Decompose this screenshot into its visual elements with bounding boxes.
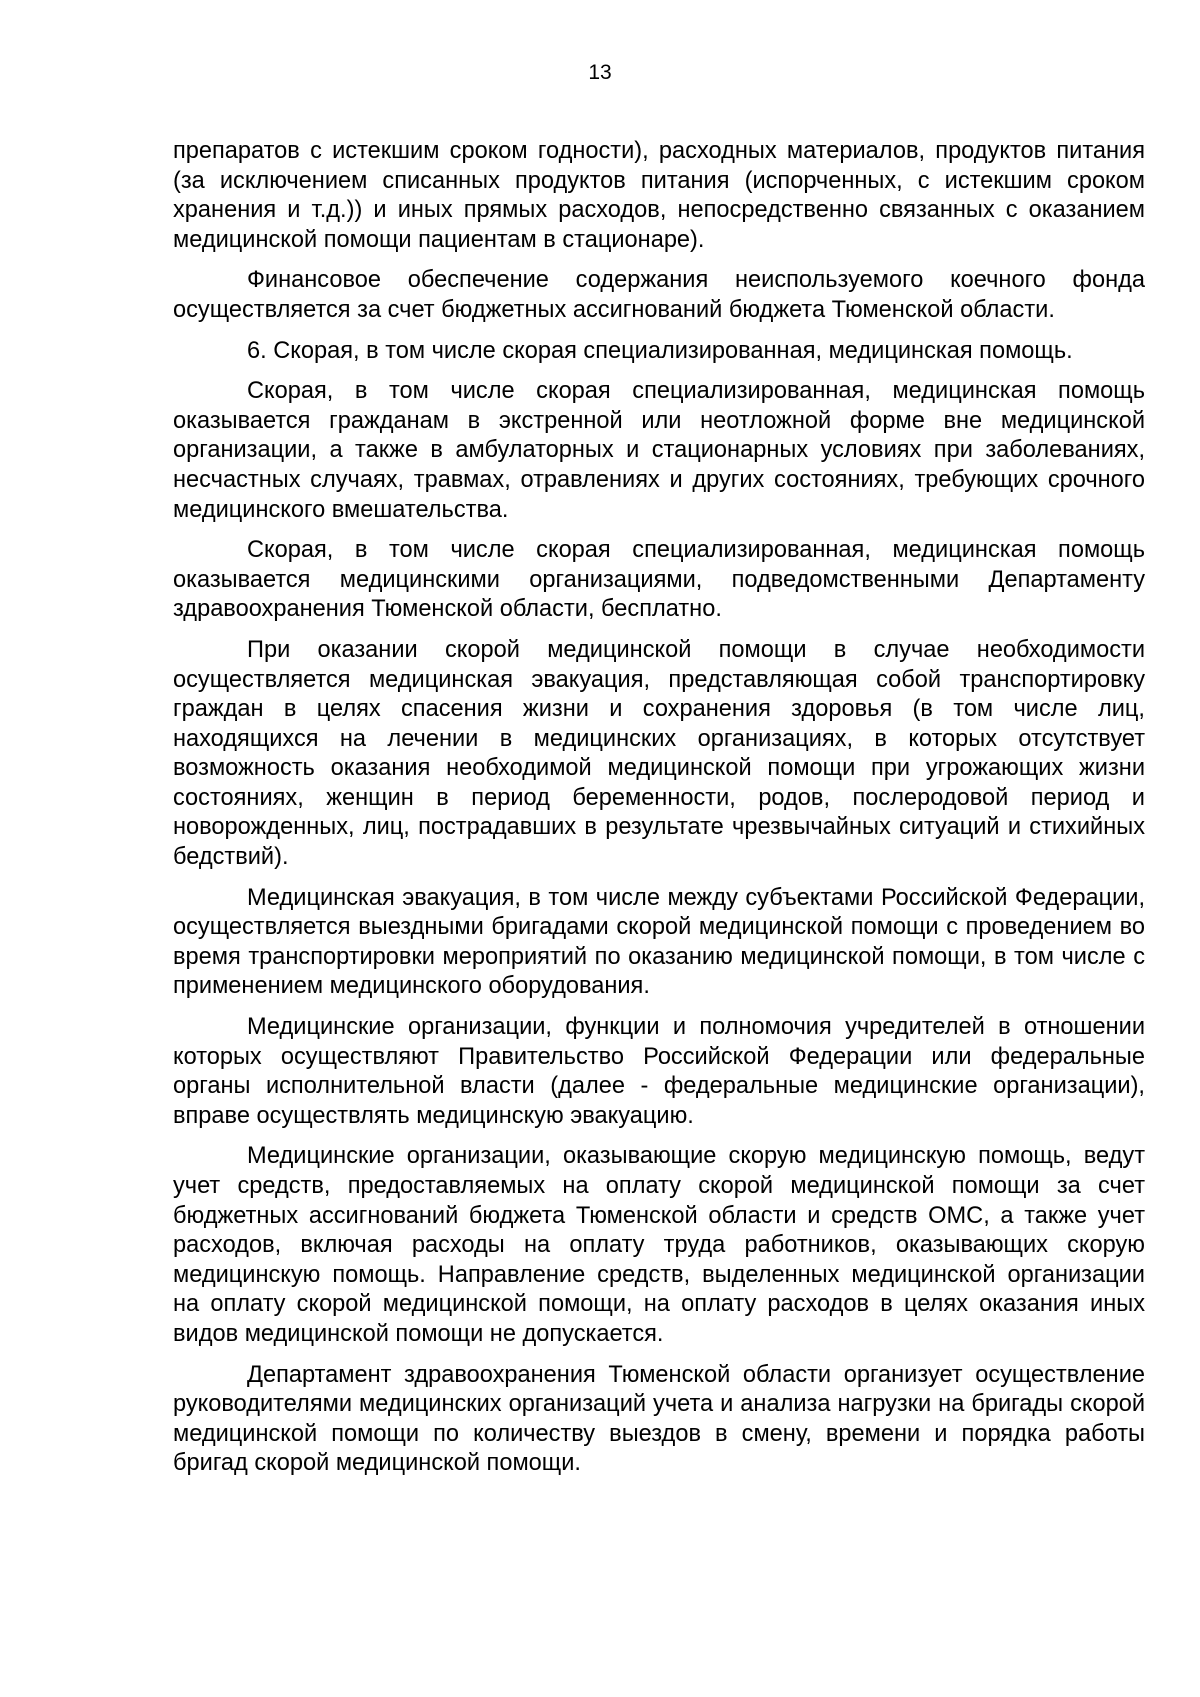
paragraph-6: При оказании скорой медицинской помощи в случае необходимости осуществляется медицинская эвакуация, представляющая собой транспортировку граждан в целях спасения жизни и сохранения здоровья (в том числе лиц, находящихся на лечении в медицинских организациях, в которых отсутствует возможность оказания необходимой медицинской помощи при угрожающих жизни состояниях, женщин в период беременности, родов, послеродовой период и новорожденных, лиц, пострадавших в результате чрезвычайных ситуаций и стихийных бедствий).: [173, 636, 1145, 871]
page-number: 13: [588, 61, 612, 84]
paragraph-1: препаратов с истекшим сроком годности), расходных материалов, продуктов питания (за исключением списанных продуктов питания (испорченных, с истекшим сроком хранения и т.д.)) и иных прямых расходов, непосредственно связанных с оказанием медицинской помощи пациентам в стационаре).: [173, 138, 1145, 253]
paragraph-8: Медицинские организации, функции и полномочия учредителей в отношении которых осуществляют Правительство Российской Федерации или федеральные органы исполнительной власти (далее - федеральные медицинские организации), вправе осуществлять медицинскую эвакуацию.: [173, 1014, 1145, 1129]
paragraph-2: Финансовое обеспечение содержания неиспользуемого коечного фонда осуществляется за счет бюджетных ассигнований бюджета Тюменской области.: [173, 267, 1145, 323]
paragraph-7: Медицинская эвакуация, в том числе между субъектами Российской Федерации, осуществляется выездными бригадами скорой медицинской помощи с проведением во время транспортировки мероприятий по оказанию медицинской помощи, в том числе с применением медицинского оборудования.: [173, 884, 1145, 1000]
paragraph-4: Скорая, в том числе скорая специализированная, медицинская помощь оказывается гражданам в экстренной или неотложной форме вне медицинской организации, а также в амбулаторных и стационарных условиях при заболеваниях, несчастных случаях, травмах, отравлениях и других состояниях, требующих срочного медицинского вмешательства.: [173, 378, 1145, 523]
section-heading-6: 6. Скорая, в том числе скорая специализированная, медицинская помощь.: [247, 337, 1073, 364]
paragraph-9: Медицинские организации, оказывающие скорую медицинскую помощь, ведут учет средств, предоставляемых на оплату скорой медицинской помощи за счет бюджетных ассигнований бюджета Тюменской области и средств ОМС, а также учет расходов, включая расходы на оплату труда работников, оказывающих скорую медицинскую помощь. Направление средств, выделенных медицинской организации на оплату скорой медицинской помощи, на оплату расходов в целях оказания иных видов медицинской помощи не допускается.: [173, 1143, 1145, 1347]
document-body: [173, 137, 1145, 1490]
paragraph-10: Департамент здравоохранения Тюменской области организует осуществление руководителями медицинских организаций учета и анализа нагрузки на бригады скорой медицинской помощи по количеству выездов в смену, времени и порядка работы бригад скорой медицинской помощи.: [173, 1361, 1145, 1477]
paragraph-5: Скорая, в том числе скорая специализированная, медицинская помощь оказывается медицинскими организациями, подведомственными Департаменту здравоохранения Тюменской области, бесплатно.: [173, 537, 1145, 623]
